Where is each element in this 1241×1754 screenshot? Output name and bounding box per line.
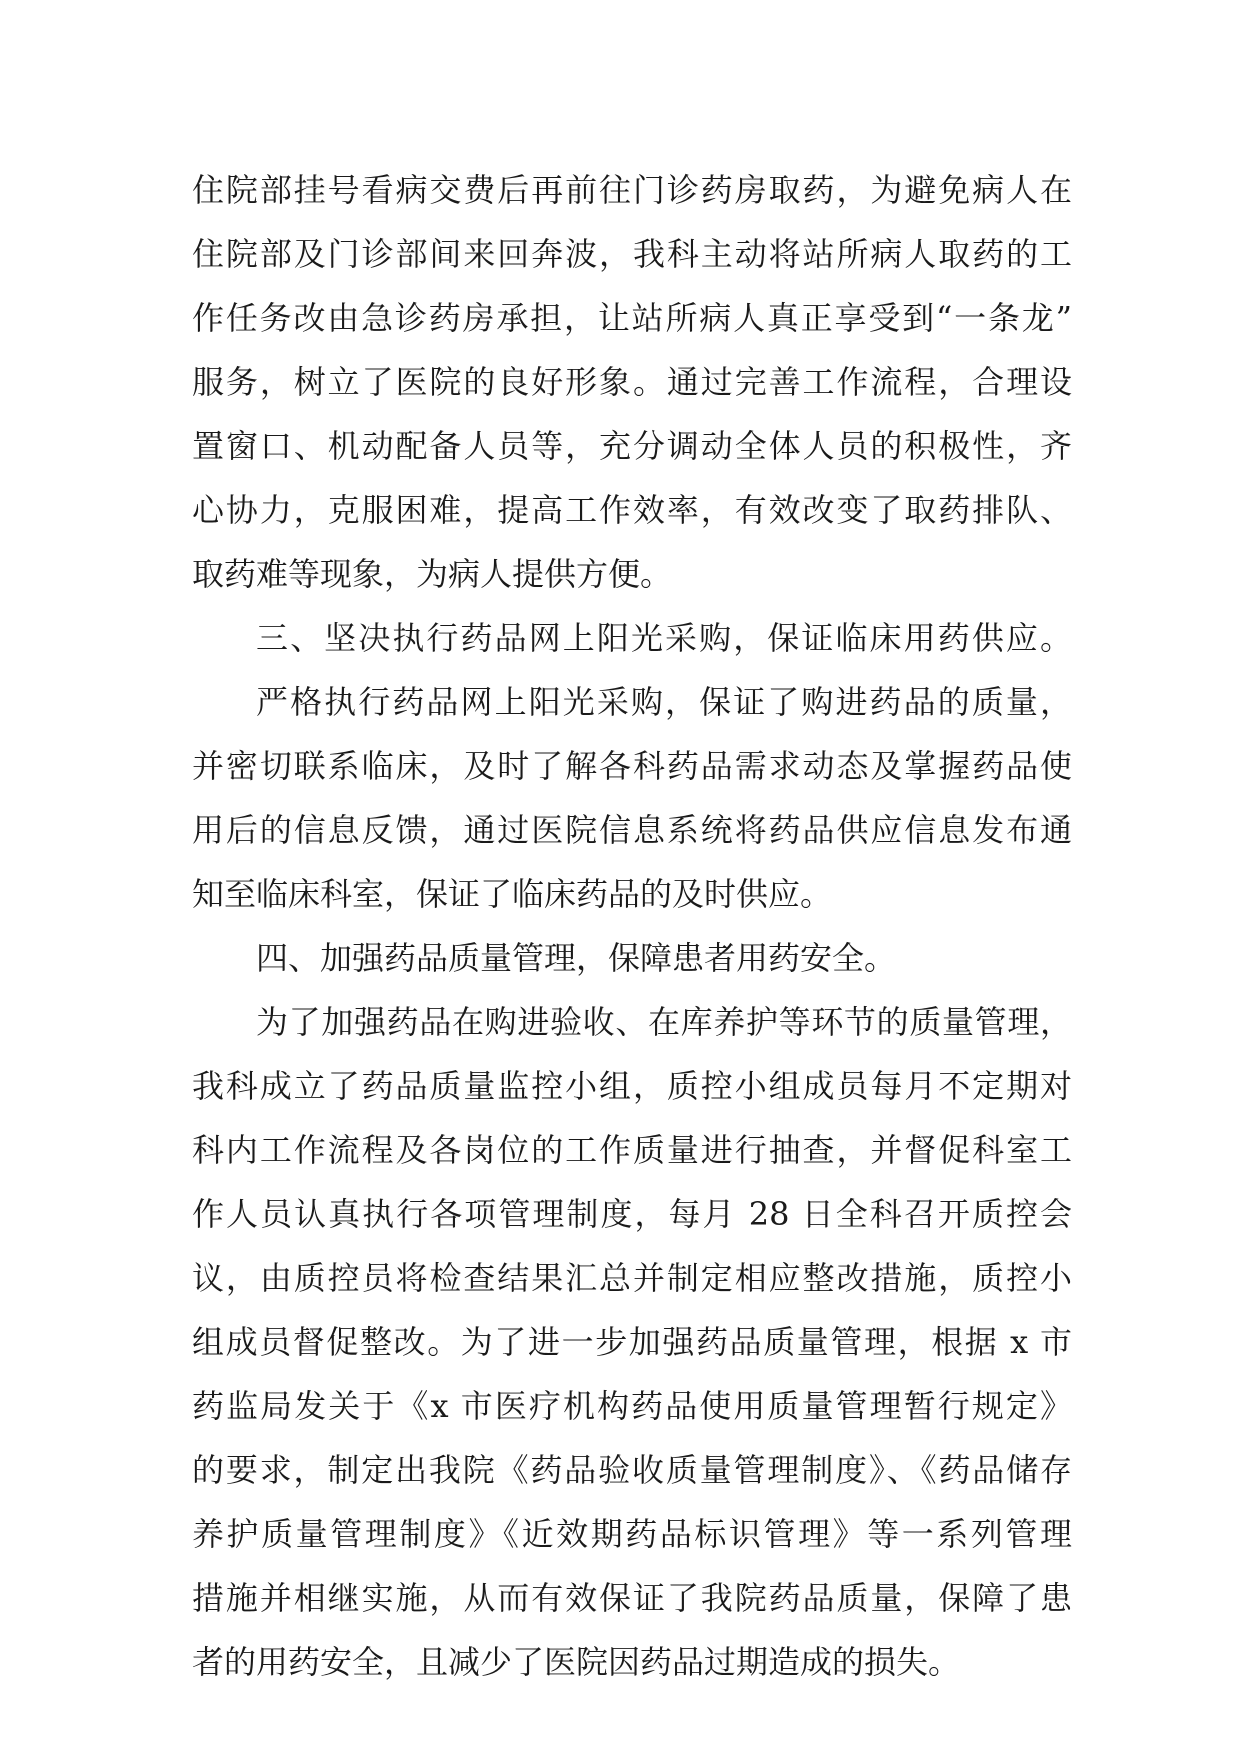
text-line: 置窗口、机动配备人员等，充分调动全体人员的积极性，齐 — [192, 427, 1072, 465]
text-line: 议，由质控员将检查结果汇总并制定相应整改措施，质控小 — [192, 1259, 1072, 1297]
text-line: 住院部及门诊部间来回奔波，我科主动将站所病人取药的工 — [192, 235, 1072, 273]
text-line: 组成员督促整改。为了进一步加强药品质量管理，根据 x 市 — [192, 1323, 1072, 1361]
text-line: 知至临床科室，保证了临床药品的及时供应。 — [192, 875, 833, 913]
document-body — [192, 158, 1072, 1694]
text-line: 用后的信息反馈，通过医院信息系统将药品供应信息发布通 — [192, 811, 1072, 849]
text-line: 服务，树立了医院的良好形象。通过完善工作流程，合理设 — [192, 363, 1072, 401]
text-line: 科内工作流程及各岗位的工作质量进行抽查，并督促科室工 — [192, 1131, 1072, 1169]
section-heading-3: 三、坚决执行药品网上阳光采购，保证临床用药供应。 — [256, 619, 1072, 657]
text-line: 养护质量管理制度》《近效期药品标识管理》等一系列管理 — [192, 1515, 1072, 1553]
text-line: 者的用药安全，且减少了医院因药品过期造成的损失。 — [192, 1643, 961, 1681]
text-line: 的要求，制定出我院《药品验收质量管理制度》、《药品储存 — [192, 1451, 1072, 1489]
text-line: 为了加强药品在购进验收、在库养护等环节的质量管理， — [256, 1003, 1072, 1041]
text-line: 心协力，克服困难，提高工作效率，有效改变了取药排队、 — [192, 491, 1072, 529]
text-line: 我科成立了药品质量监控小组，质控小组成员每月不定期对 — [192, 1067, 1072, 1105]
section-heading-4: 四、加强药品质量管理，保障患者用药安全。 — [256, 939, 897, 977]
text-line: 作人员认真执行各项管理制度，每月 28 日全科召开质控会 — [192, 1195, 1072, 1233]
text-line: 药监局发关于《x 市医疗机构药品使用质量管理暂行规定》 — [192, 1387, 1072, 1425]
text-line: 住院部挂号看病交费后再前往门诊药房取药，为避免病人在 — [192, 171, 1072, 209]
text-line: 作任务改由急诊药房承担，让站所病人真正享受到“一条龙” — [192, 299, 1072, 337]
text-line: 并密切联系临床，及时了解各科药品需求动态及掌握药品使 — [192, 747, 1072, 785]
text-line: 取药难等现象，为病人提供方便。 — [192, 555, 673, 593]
text-line: 措施并相继实施，从而有效保证了我院药品质量，保障了患 — [192, 1579, 1072, 1617]
text-line: 严格执行药品网上阳光采购，保证了购进药品的质量， — [256, 683, 1072, 721]
